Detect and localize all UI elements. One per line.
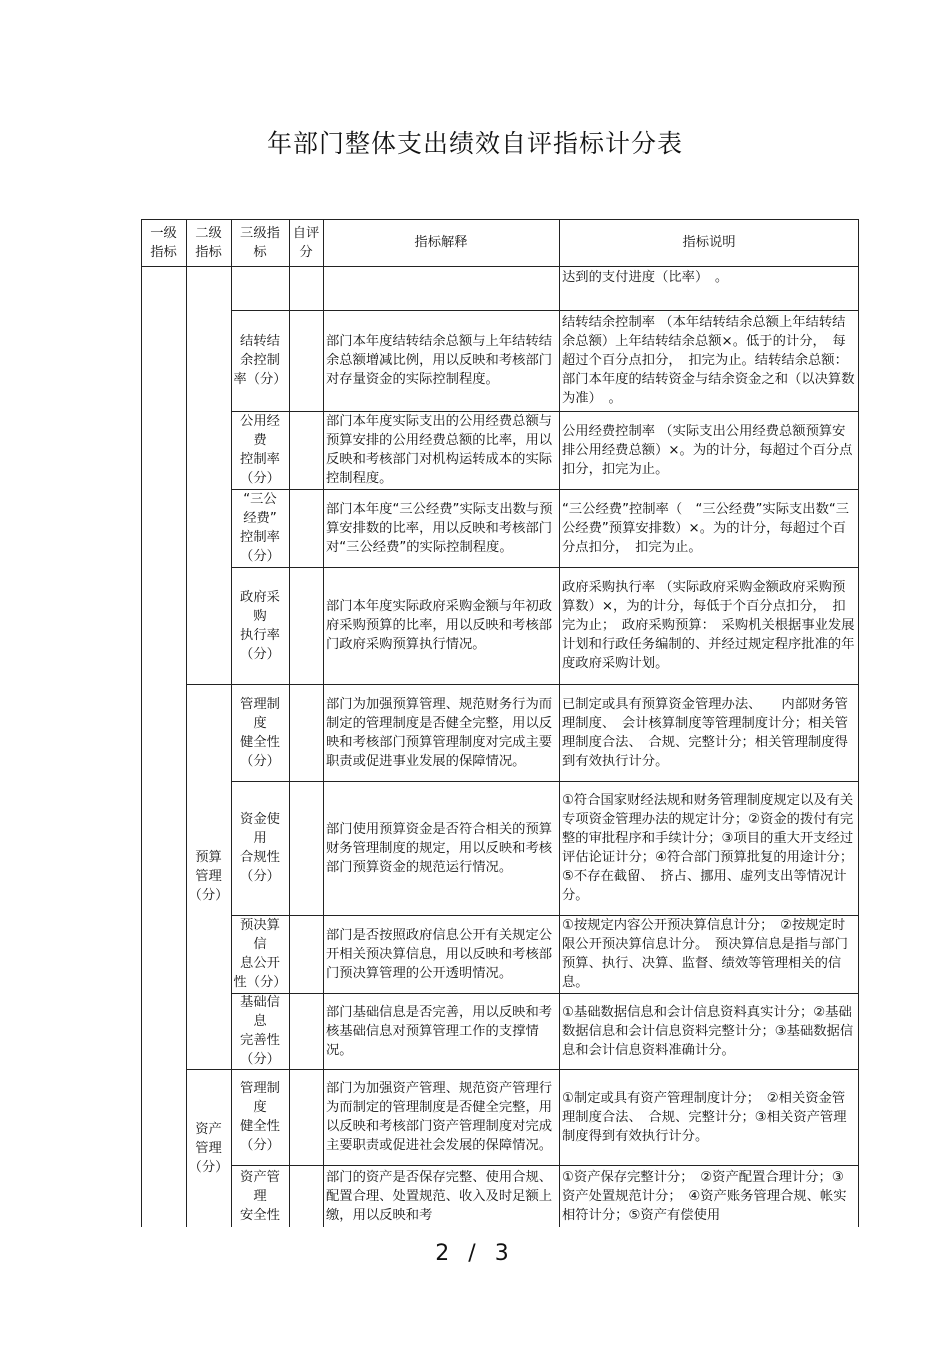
table-row-explain: 部门本年度结转结余总额与上年结转结余总额增减比例，用以反映和考核部门对存量资金的实际控制程度。 — [326, 334, 553, 387]
table-row-explain: 部门本年度“三公经费”实际支出数与预算安排数的比率，用以反映和考核部门对“三公经费”的实际控制程度。 — [326, 501, 553, 555]
table-border — [231, 310, 859, 311]
table-row-explain: 部门为加强资产管理、规范资产管理行为而制定的管理制度是否健全完整，用以反映和考核部门资产管理制度对完成主要职责或促进社会发展的保障情况。 — [326, 1081, 553, 1153]
table-row-explain: 部门本年度实际政府采购金额与年初政府采购预算的比率，用以反映和考核部门政府采购预算执行情况。 — [326, 599, 553, 652]
table-border — [231, 915, 859, 916]
table-border — [231, 781, 859, 782]
page-number — [0, 1241, 950, 1266]
level3-label: 基础信 息 完善性 （分） — [240, 995, 280, 1067]
header-level1: 一级 指标 — [150, 225, 177, 260]
table-border — [186, 684, 859, 685]
table-row-note: ①资产保存完整计分； ②资产配置合理计分；③资产处置规范计分； ④资产账务管理合规、帐实相符计分；⑤资产有偿使用 — [562, 1170, 847, 1223]
level2-budget-management: 预算 管理 （分） — [188, 850, 229, 903]
table-border — [289, 219, 290, 1227]
level2-asset-management: 资产 管理 （分） — [188, 1121, 229, 1175]
page-total: 3 — [494, 1241, 515, 1266]
level3-label: 资产管 理 安全性 — [240, 1170, 280, 1223]
level3-label: “三公 经费” 控制率 （分） — [240, 492, 280, 564]
table-border — [559, 219, 560, 1227]
table-row-explain: 部门基础信息是否完善，用以反映和考核基础信息对预算管理工作的支撑情况。 — [326, 1004, 553, 1058]
header-explain: 指标解释 — [414, 235, 468, 250]
level3-label: 政府采 购 执行率 （分） — [240, 589, 280, 662]
table-border — [231, 219, 232, 1227]
table-row-note: ①基础数据信息和会计信息资料真实计分；②基础数据信息和会计信息资料完整计分；③基础数据信息和会计信息资料准确计分。 — [562, 1004, 854, 1058]
table-row-note: 已制定或具有预算资金管理办法、 内部财务管理制度、 会计核算制度等管理制度计分；相关管理制度合法、 合规、完整计分；相关管理制度得到有效执行计分。 — [562, 696, 848, 769]
table-border — [141, 219, 142, 1227]
header-note: 指标说明 — [682, 235, 736, 250]
table-row-note: 结转结余控制率 （本年结转结余总额上年结转结余总额）上年结转结余总额×。低于的计分， 每超过个百分点扣分， 扣完为止。结转结余总额： 部门本年度的结转资金与结余资金之和（以决算数为准） 。 — [562, 315, 855, 406]
header-level3: 三级指 标 — [240, 225, 280, 260]
table-border — [186, 219, 187, 1227]
table-border — [141, 219, 859, 220]
page-separator: / — [468, 1241, 482, 1266]
table-border — [231, 1165, 859, 1166]
table-row-note: ①按规定内容公开预决算信息计分； ②按规定时限公开预决算信息计分。 预决算信息是指与部门预算、执行、决算、监督、绩效等管理相关的信息。 — [562, 918, 848, 990]
table-border — [231, 489, 859, 490]
table-border — [323, 219, 324, 1227]
table-row-note: ①制定或具有资产管理制度计分； ②相关资金管理制度合法、 合规、完整计分；③相关资产管理制度得到有效执行计分。 — [562, 1090, 847, 1144]
level3-label: 管理制 度 健全性 （分） — [240, 696, 280, 769]
table-border — [186, 1069, 859, 1070]
page-current: 2 — [435, 1241, 456, 1266]
table-border — [141, 266, 859, 267]
table-border — [231, 993, 859, 994]
table-border — [231, 411, 859, 412]
table-row-note: ①符合国家财经法规和财务管理制度规定以及有关专项资金管理办法的规定计分；②资金的拨付有完整的审批程序和手续计分；③项目的重大开支经过评估论证计分；④符合部门预算批复的用途计分；⑤不存在截留、 挤占、挪用、虚列支出等情况计分。 — [562, 793, 854, 903]
table-row-explain: 部门的资产是否保存完整、使用合规、配置合理、处置规范、收入及时足额上缴，用以反映和考 — [326, 1170, 553, 1223]
table-row-note: 政府采购执行率 （实际政府采购金额政府采购预算数）×，为的计分，每低于个百分点扣分， 扣完为止； 政府采购预算： 采购机关根据事业发展计划和行政任务编制的、并经过规定程序批准的年度政府采购计划。 — [562, 580, 855, 671]
level3-label: 结转结 余控制 率（分） — [233, 334, 287, 387]
table-row-explain: 部门本年度实际支出的公用经费总额与预算安排的公用经费总额的比率，用以反映和考核部门对机构运转成本的实际控制程度。 — [326, 414, 553, 486]
score-table — [141, 219, 859, 1227]
header-score: 自评 分 — [292, 225, 320, 260]
page-title: 年部门整体支出绩效自评指标计分表 — [266, 129, 683, 158]
header-level2: 二级 指标 — [195, 225, 222, 260]
table-row-explain: 部门使用预算资金是否符合相关的预算财务管理制度的规定，用以反映和考核部门预算资金的规范运行情况。 — [326, 821, 553, 875]
table-row-note: 达到的支付进度（比率） 。 — [562, 270, 729, 285]
table-row-note: 公用经费控制率 （实际支出公用经费总额预算安排公用经费总额）×。为的计分，每超过个百分点扣分，扣完为止。 — [562, 423, 853, 477]
level3-label: 资金使 用 合规性 （分） — [240, 812, 280, 884]
level3-label: 预决算 信 息公开 性（分） — [233, 918, 287, 990]
table-border — [858, 219, 859, 1227]
level3-label: 公用经 费 控制率 （分） — [240, 414, 280, 486]
table-row-explain: 部门为加强预算管理、规范财务行为而制定的管理制度是否健全完整，用以反映和考核部门预算管理制度对完成主要职责或促进事业发展的保障情况。 — [326, 696, 553, 769]
level3-label: 管理制 度 健全性 （分） — [240, 1081, 280, 1153]
table-border — [231, 567, 859, 568]
table-row-explain: 部门是否按照政府信息公开有关规定公开相关预决算信息，用以反映和考核部门预决算管理的公开透明情况。 — [326, 927, 553, 981]
table-row-note: “三公经费”控制率（ “三公经费”实际支出数“三公经费”预算安排数）×。为的计分，每超过个百分点扣分， 扣完为止。 — [562, 501, 850, 555]
